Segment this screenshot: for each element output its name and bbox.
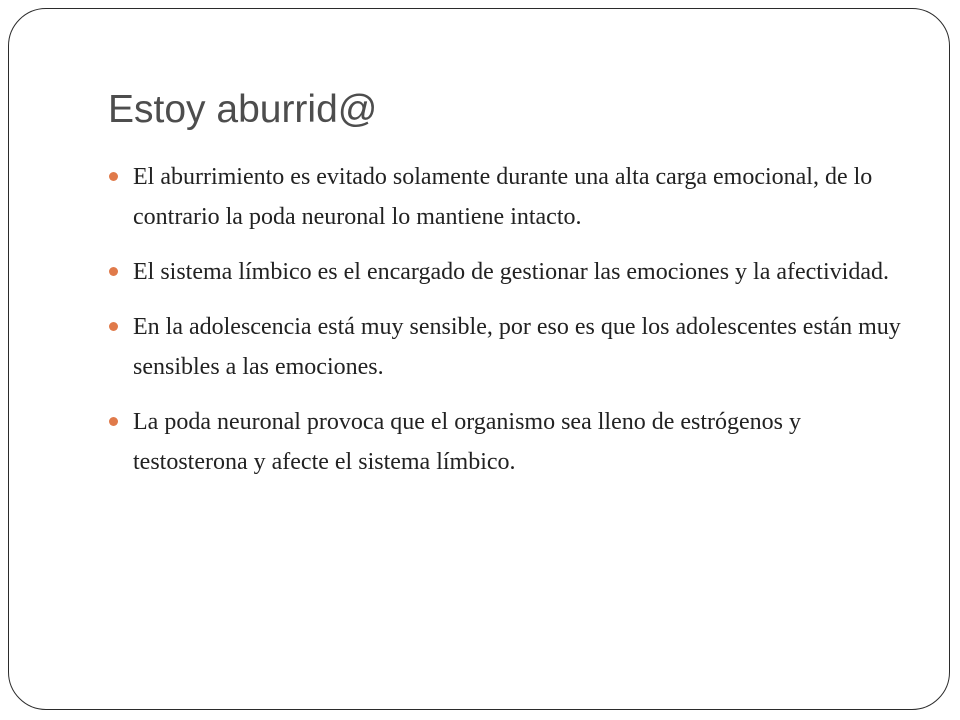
bullet-text: El sistema límbico es el encargado de gestionar las emociones y la afectividad.: [133, 259, 889, 285]
bullet-dot-icon: [109, 267, 118, 276]
bullet-dot-icon: [109, 417, 118, 426]
bullet-item: [105, 402, 915, 482]
bullet-dot-icon: [109, 322, 118, 331]
bullet-item: [105, 307, 915, 387]
bullet-dot-icon: [109, 172, 118, 181]
slide-title: Estoy aburrid@: [108, 88, 378, 131]
bullet-text: La poda neuronal provoca que el organismo sea lleno de estrógenos y testosterona y afecte el sistema límbico.: [133, 409, 802, 475]
bullet-text: El aburrimiento es evitado solamente durante una alta carga emocional, de lo contrario la poda neuronal lo mantiene intacto.: [133, 164, 873, 230]
bullet-item: [105, 157, 915, 237]
bullet-text: En la adolescencia está muy sensible, por eso es que los adolescentes están muy sensibles a las emociones.: [133, 314, 901, 380]
bullet-item: [105, 252, 915, 292]
bullet-list: [105, 157, 915, 497]
